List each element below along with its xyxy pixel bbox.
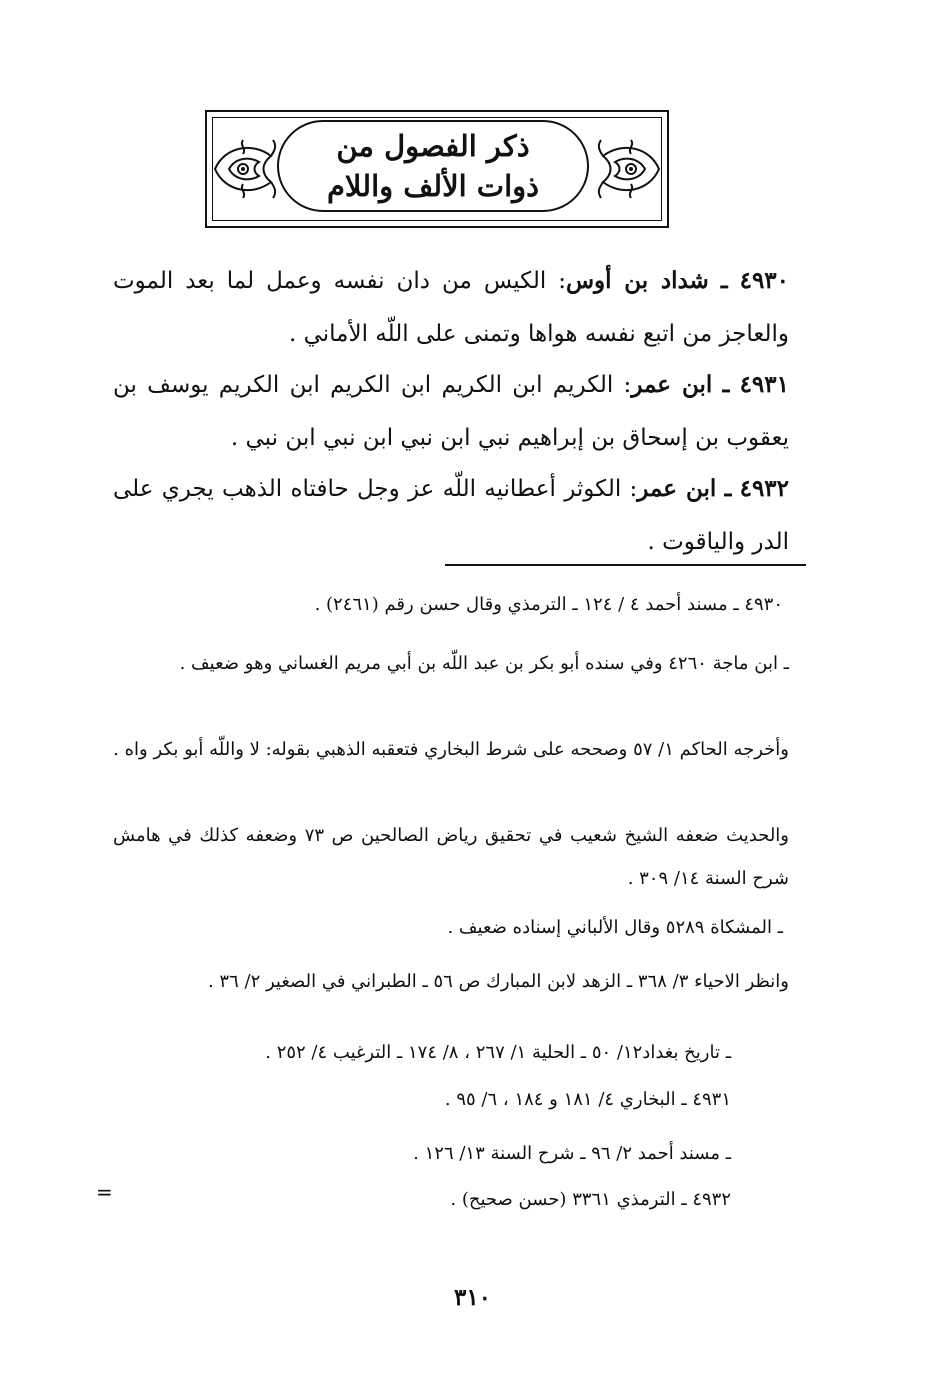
footnote-divider xyxy=(445,564,806,566)
hadith-narrator: ابن عمر xyxy=(637,475,717,502)
hadith-number: ٤٩٣١ xyxy=(739,371,789,398)
page-number: ٣١٠ xyxy=(453,1284,492,1311)
hadith-narrator: شداد بن أوس xyxy=(565,267,709,294)
hadith-text: الكيس من دان نفسه وعمل لما بعد الموت والعاجز من اتبع نفسه هواها وتمنى على اللّه الأماني . xyxy=(113,268,789,347)
hadith-text: الكوثر أعطانيه اللّه عز وجل حافتاه الذهب يجري على الدر والياقوت . xyxy=(113,476,789,555)
hadith-number: ٤٩٣٠ xyxy=(739,267,790,294)
footnote: والحديث ضعفه الشيخ شعيب في تحقيق رياض الصالحين ص ٧٣ وضعفه كذلك في هامش شرح السنة ١٤/ ٣٠٩ . xyxy=(113,825,789,889)
footnote: ـ ابن ماجة ٤٢٦٠ وفي سنده أبو بكر بن عبد اللّه بن أبي مريم الغساني وهو ضعيف . xyxy=(179,653,789,674)
chapter-title-line-1: ذكر الفصول من xyxy=(336,129,530,163)
footnote: ٤٩٣٢ ـ الترمذي ٣٣٦١ (حسن صحيح) . xyxy=(450,1189,731,1210)
hadith-number: ٤٩٣٢ xyxy=(739,475,790,502)
left-arabesque-ornament-icon xyxy=(209,132,279,206)
chapter-title-cartouche xyxy=(277,120,589,212)
hadith-entry: ٤٩٣٢ ـ ابن عمر: الكوثر أعطانيه اللّه عز وجل حافتاه الذهب يجري على الدر والياقوت . xyxy=(113,475,790,555)
hadith-narrator: ابن عمر xyxy=(631,371,713,398)
hadith-entry: ٤٩٣٠ ـ شداد بن أوس: الكيس من دان نفسه وعمل لما بعد الموت والعاجز من اتبع نفسه هواها وتمنى على اللّه الأماني . xyxy=(113,267,790,347)
chapter-title-line-2: ذوات الألف واللام xyxy=(326,169,540,203)
footnote: ـ مسند أحمد ٢/ ٩٦ ـ شرح السنة ١٣/ ١٢٦ . xyxy=(413,1143,731,1164)
continuation-mark: = xyxy=(96,1180,113,1204)
right-arabesque-ornament-icon xyxy=(595,132,665,206)
footnote: وأخرجه الحاكم ١/ ٥٧ وصححه على شرط البخاري فتعقبه الذهبي بقوله: لا واللّه أبو بكر واه . xyxy=(113,739,789,760)
footnote: ٤٩٣١ ـ البخاري ٤/ ١٨١ و ١٨٤ ، ٦/ ٩٥ . xyxy=(444,1089,731,1110)
chapter-header-box xyxy=(205,110,669,228)
footnote: ـ المشكاة ٥٢٨٩ وقال الألباني إسناده ضعيف . xyxy=(447,917,783,938)
footnote: ٤٩٣٠ ـ مسند أحمد ٤ / ١٢٤ ـ الترمذي وقال حسن رقم (٢٤٦١) . xyxy=(314,594,783,615)
footnote: وانظر الاحياء ٣/ ٣٦٨ ـ الزهد لابن المبارك ص ٥٦ ـ الطبراني في الصغير ٢/ ٣٦ . xyxy=(207,971,789,992)
hadith-text: الكريم ابن الكريم ابن الكريم ابن الكريم يوسف بن يعقوب بن إسحاق بن إبراهيم نبي ابن نبي ابن نبي ابن نبي . xyxy=(113,372,789,451)
footnote: ـ تاريخ بغداد١٢/ ٥٠ ـ الحلية ١/ ٢٦٧ ، ٨/ ١٧٤ ـ الترغيب ٤/ ٢٥٢ . xyxy=(265,1042,731,1063)
hadith-entry: ٤٩٣١ ـ ابن عمر: الكريم ابن الكريم ابن الكريم ابن الكريم يوسف بن يعقوب بن إسحاق بن إبراهيم نبي ابن نبي ابن نبي ابن نبي . xyxy=(113,371,789,451)
